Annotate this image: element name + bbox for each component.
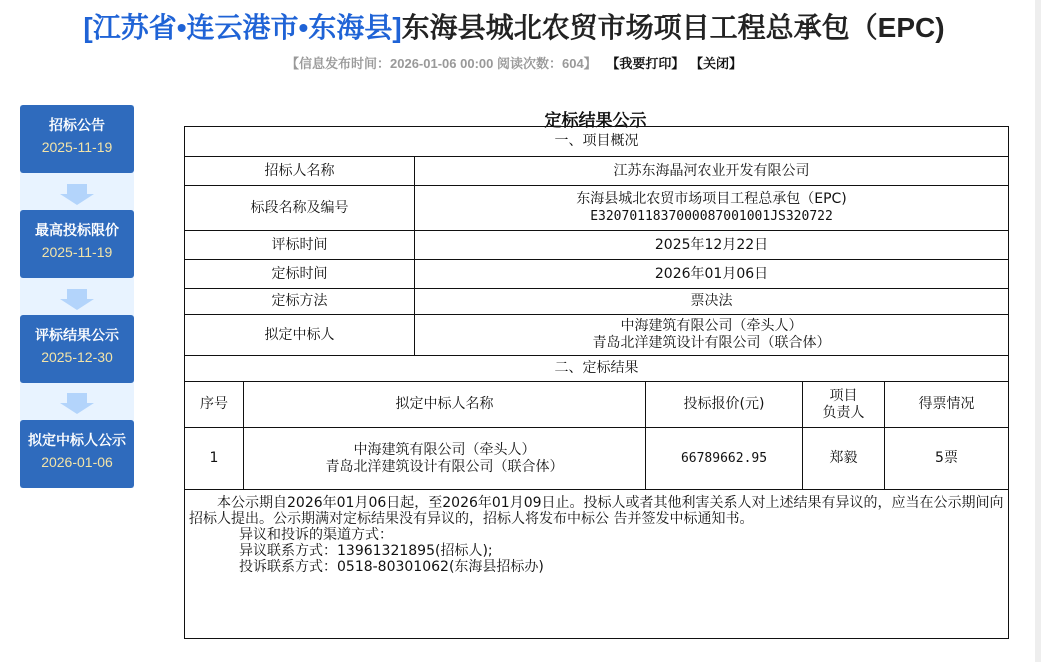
title-main: 东海县城北农贸市场项目工程总承包（EPC) [401,12,945,43]
cell-index: 1 [185,428,244,490]
value-section-name [415,186,1009,231]
label-tenderer: 招标人名称 [185,157,415,186]
step-title: 拟定中标人公示 [28,432,126,448]
header-manager-line2: 负责人 [822,404,865,421]
header-bid-price: 投标报价(元) [646,382,803,428]
timeline-step-max-price[interactable] [20,210,134,278]
section-name: 东海县城北农贸市场项目工程总承包（EPC) [576,191,847,207]
step-title: 招标公告 [49,117,105,133]
label-section-name: 标段名称及编号 [185,186,415,231]
header-manager-line1: 项目 [829,387,858,404]
value-evaluation-time: 2025年12月22日 [415,231,1009,260]
channel-title: 异议和投诉的渠道方式： [239,527,393,543]
arrow-down-icon [62,289,92,311]
arrow-down-icon [62,184,92,206]
step-date: 2025-11-19 [41,244,113,260]
process-timeline [20,105,134,488]
value-proposed-winner [415,315,1009,356]
print-link[interactable]: 【我要打印】 [606,56,685,71]
cell-bid-price: 66789662.95 [646,428,803,490]
cell-votes: 5票 [885,428,1009,490]
section-code: E3207011837000087001001JS320722 [590,209,833,224]
label-evaluation-time: 评标时间 [185,231,415,260]
notice-paragraph: 本公示期自2026年01月06日起，至2026年01月09日止。投标人或者其他利害关系人对上述结果有异议的，应当在公示期间向招标人提出。公示期满对定标结果没有异议的，招标人将发布中标公 告并签发中标通知书。 [189,495,1004,527]
table-row [185,428,1009,490]
cell-project-manager: 郑毅 [803,428,885,490]
step-title: 最高投标限价 [35,222,119,238]
label-proposed-winner: 拟定中标人 [185,315,415,356]
value-award-method: 票决法 [415,289,1009,315]
section-title-overview: 一、项目概况 [185,127,1009,157]
step-date: 2025-11-19 [41,139,113,155]
objection-contact: 异议联系方式：13961321895(招标人); [239,543,493,559]
label-award-method: 定标方法 [185,289,415,315]
winner-name-line2: 青岛北洋建筑设计有限公司（联合体） [325,458,564,475]
header-votes: 得票情况 [885,382,1009,428]
label-award-time: 定标时间 [185,260,415,289]
value-award-time: 2026年01月06日 [415,260,1009,289]
timeline-step-tender-notice[interactable] [20,105,134,173]
winner-name-line1: 中海建筑有限公司（牵头人） [353,441,536,458]
step-date: 2026-01-06 [41,454,113,470]
value-tenderer: 江苏东海晶河农业开发有限公司 [415,157,1009,186]
section-title-results: 二、定标结果 [185,356,1009,382]
award-result-table [184,126,1009,639]
meta-line [0,53,1028,72]
close-link[interactable]: 【关闭】 [689,56,742,71]
notice-cell [185,490,1009,639]
timeline-step-evaluation-result[interactable] [20,315,134,383]
publish-info: 【信息发布时间：2026-01-06 00:00 阅读次数：604】 [286,56,597,71]
step-title: 评标结果公示 [35,327,119,343]
winner-lead: 中海建筑有限公司（牵头人） [620,318,803,334]
document-heading: 定标结果公示 [544,111,647,131]
page-title [0,6,1028,46]
step-date: 2025-12-30 [41,349,113,365]
winner-partner: 青岛北洋建筑设计有限公司（联合体） [592,335,831,351]
cell-winner-name [244,428,646,490]
arrow-down-icon [62,393,92,415]
scrollbar-track[interactable] [1035,0,1041,662]
header-winner-name: 拟定中标人名称 [244,382,646,428]
complaint-contact: 投诉联系方式：0518-80301062(东海县招标办) [239,559,544,575]
header-index: 序号 [185,382,244,428]
timeline-step-proposed-winner[interactable] [20,420,134,488]
header-project-manager [803,382,885,428]
title-region: [江苏省•连云港市•东海县] [83,12,402,43]
